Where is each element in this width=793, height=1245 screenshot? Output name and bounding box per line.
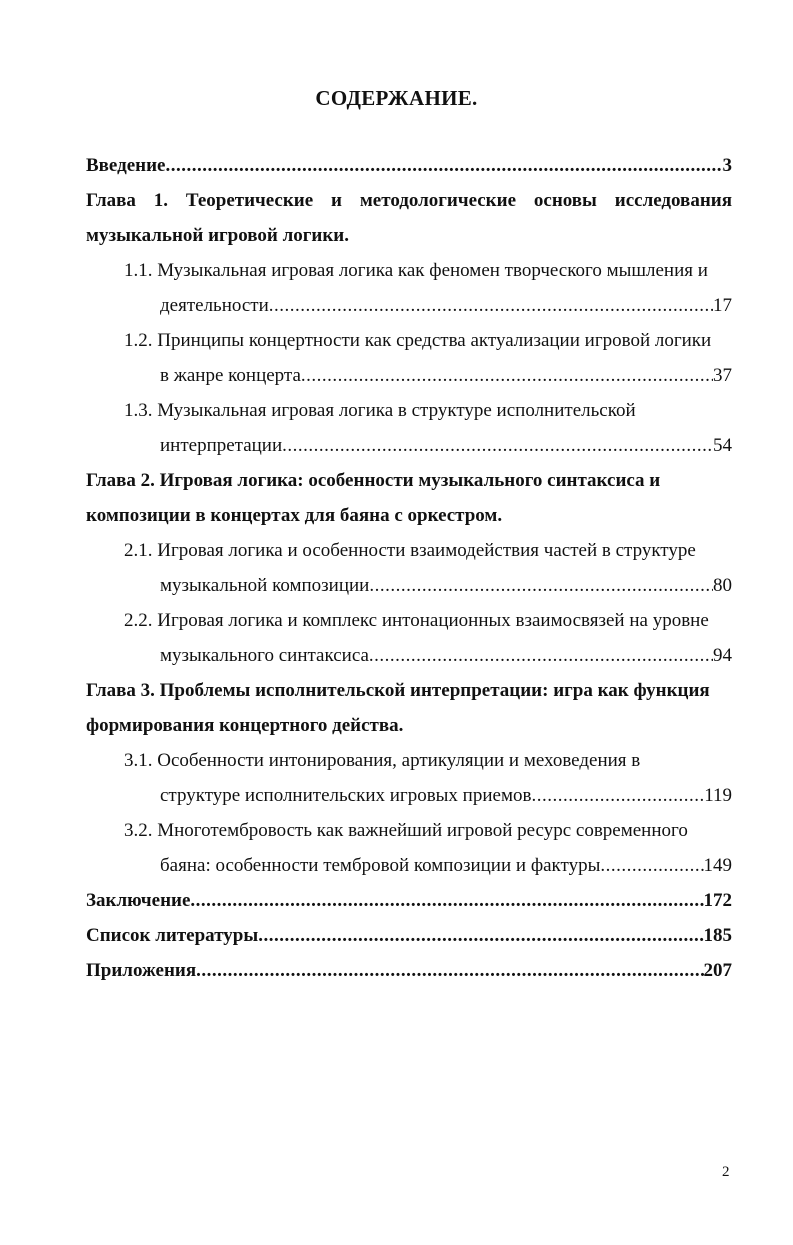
toc-page-number: 37 xyxy=(713,365,732,386)
toc-page-number: 185 xyxy=(703,925,732,946)
toc-entry-label: Заключение xyxy=(86,890,191,911)
toc-page-number: 149 xyxy=(703,855,732,876)
toc-entry-appendix[interactable] xyxy=(86,953,732,988)
toc-page-number: 3 xyxy=(722,155,732,176)
toc-entry-label: Список литературы xyxy=(86,925,259,946)
toc-chapter-2-heading-cont[interactable]: композиции в концертах для баяна с оркестром. xyxy=(86,505,503,526)
leader-dots xyxy=(258,918,703,953)
leader-dots xyxy=(190,883,703,918)
toc-entry-label: деятельности xyxy=(160,295,269,316)
toc-section-2-2[interactable]: 2.2. Игровая логика и комплекс интонационных взаимосвязей на уровне xyxy=(124,610,709,631)
toc-section-1-2[interactable]: 1.2. Принципы концертности как средства актуализации игровой логики xyxy=(124,330,712,351)
leader-dots xyxy=(301,358,713,393)
toc-entry-intro[interactable] xyxy=(86,148,732,183)
toc-chapter-1-heading[interactable]: Глава 1. Теоретические и методологические основы исследования xyxy=(86,190,732,211)
toc-section-3-2[interactable]: 3.2. Многотембровость как важнейший игровой ресурс современного xyxy=(124,820,688,841)
toc-entry-label: в жанре концерта xyxy=(160,365,301,386)
leader-dots xyxy=(196,953,703,988)
toc-section-2-1[interactable]: 2.1. Игровая логика и особенности взаимодействия частей в структуре xyxy=(124,540,696,561)
toc-chapter-1-heading-cont[interactable]: музыкальной игровой логики. xyxy=(86,225,349,246)
page-title: СОДЕРЖАНИЕ. xyxy=(315,86,478,110)
toc-entry-label: Приложения xyxy=(86,960,197,981)
toc-section-1-1[interactable]: 1.1. Музыкальная игровая логика как феномен творческого мышления и xyxy=(124,260,708,281)
toc-entry-conclusion[interactable] xyxy=(86,883,732,918)
toc-section-3-2-cont[interactable] xyxy=(86,848,732,883)
toc-chapter-2-heading[interactable]: Глава 2. Игровая логика: особенности музыкального синтаксиса и xyxy=(86,470,661,491)
toc-page-number: 17 xyxy=(713,295,732,316)
toc-section-1-2-cont[interactable] xyxy=(86,358,732,393)
page-number: 2 xyxy=(722,1164,730,1180)
leader-dots xyxy=(369,638,713,673)
toc-page-number: 54 xyxy=(713,435,732,456)
toc-section-3-1[interactable]: 3.1. Особенности интонирования, артикуляции и меховедения в xyxy=(124,750,641,771)
table-of-contents xyxy=(86,148,732,988)
leader-dots xyxy=(369,568,713,603)
toc-entry-label: структуре исполнительских игровых приемов xyxy=(160,785,532,806)
toc-section-1-3-cont[interactable] xyxy=(86,428,732,463)
toc-entry-label: Введение xyxy=(86,155,166,176)
toc-entry-label: интерпретации xyxy=(160,435,283,456)
leader-dots xyxy=(600,848,703,883)
toc-section-2-2-cont[interactable] xyxy=(86,638,732,673)
toc-section-2-1-cont[interactable] xyxy=(86,568,732,603)
leader-dots xyxy=(282,428,713,463)
toc-page-number: 94 xyxy=(713,645,732,666)
leader-dots xyxy=(166,148,723,183)
toc-chapter-3-heading-cont[interactable]: формирования концертного действа. xyxy=(86,715,404,736)
toc-page-number: 119 xyxy=(704,785,732,806)
toc-section-1-3[interactable]: 1.3. Музыкальная игровая логика в структуре исполнительской xyxy=(124,400,636,421)
toc-chapter-3-heading[interactable]: Глава 3. Проблемы исполнительской интерпретации: игра как функция xyxy=(86,680,710,701)
leader-dots xyxy=(531,778,704,813)
toc-entry-label: баяна: особенности тембровой композиции и фактуры xyxy=(160,855,601,876)
toc-section-3-1-cont[interactable] xyxy=(86,778,732,813)
toc-entry-references[interactable] xyxy=(86,918,732,953)
toc-section-1-1-cont[interactable] xyxy=(86,288,732,323)
toc-page-number: 207 xyxy=(703,960,732,981)
leader-dots xyxy=(269,288,713,323)
toc-entry-label: музыкального синтаксиса xyxy=(160,645,369,666)
toc-page-number: 172 xyxy=(703,890,732,911)
toc-page-number: 80 xyxy=(713,575,732,596)
toc-entry-label: музыкальной композиции xyxy=(160,575,370,596)
